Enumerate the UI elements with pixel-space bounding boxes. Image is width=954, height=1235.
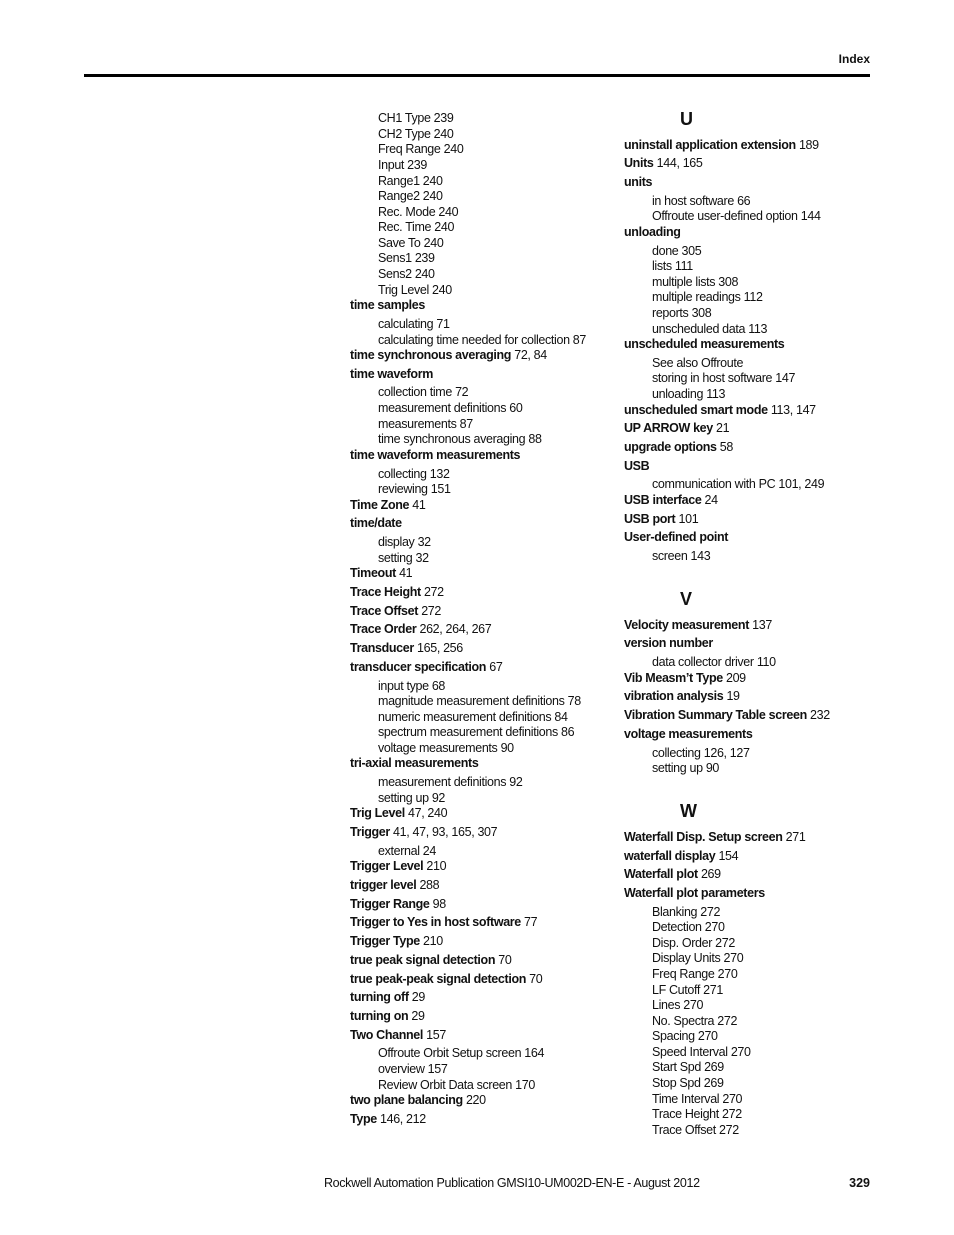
index-entry	[350, 347, 547, 363]
index-page-refs: 41	[399, 566, 413, 580]
index-page-refs: 189	[798, 138, 819, 152]
index-page-refs: 77	[524, 915, 538, 929]
index-subentry: reports 308	[652, 306, 712, 320]
index-entry	[350, 952, 511, 968]
index-subentry: data collector driver 110	[652, 655, 776, 669]
index-entry	[624, 224, 681, 240]
index-term: Vibration Summary Table screen	[624, 708, 807, 722]
index-entry	[350, 755, 478, 771]
index-term: time waveform measurements	[350, 448, 521, 462]
index-term: Units	[624, 156, 654, 170]
index-term: Trig Level	[350, 806, 405, 820]
index-subentry: calculating time needed for collection 87	[378, 333, 587, 347]
index-entry	[350, 515, 402, 531]
index-term: USB interface	[624, 493, 702, 507]
index-subentry: setting 32	[378, 551, 429, 565]
index-page-refs: 210	[426, 859, 447, 873]
index-page-refs: 271	[785, 830, 806, 844]
index-subentry: collecting 126, 127	[652, 746, 750, 760]
index-term: unscheduled measurements	[624, 337, 785, 351]
index-subentry: Blanking 272	[652, 905, 721, 919]
index-subentry: Trig Level 240	[378, 283, 452, 297]
index-entry	[350, 1027, 446, 1043]
index-entry	[350, 824, 497, 840]
index-entry	[624, 155, 703, 171]
index-subentry: Sens1 239	[378, 251, 435, 265]
index-subentry: Freq Range 270	[652, 967, 738, 981]
index-subentry: magnitude measurement definitions 78	[378, 694, 581, 708]
index-term: upgrade options	[624, 440, 717, 454]
index-subentry: external 24	[378, 844, 436, 858]
index-subentry: Offroute Orbit Setup screen 164	[378, 1046, 545, 1060]
index-entry	[624, 174, 652, 190]
index-term: tri-axial measurements	[350, 756, 479, 770]
index-subentry: Offroute user-defined option 144	[652, 209, 821, 223]
index-page-refs: 209	[725, 671, 746, 685]
index-subentry: Stop Spd 269	[652, 1076, 724, 1090]
index-page-refs: 70	[529, 972, 543, 986]
index-term: Timeout	[350, 566, 396, 580]
index-subentry: Trace Height 272	[652, 1107, 742, 1121]
index-page-refs: 272	[421, 604, 441, 618]
index-subentry: display 32	[378, 535, 431, 549]
index-term: Type	[350, 1112, 377, 1126]
index-subentry: Range2 240	[378, 189, 443, 203]
index-page-refs: 113, 147	[770, 403, 816, 417]
index-entry	[350, 1111, 426, 1127]
index-page-refs: 70	[498, 953, 512, 967]
index-term: voltage measurements	[624, 727, 753, 741]
index-subentry: No. Spectra 272	[652, 1014, 738, 1028]
index-entry	[350, 621, 491, 637]
index-entry	[350, 497, 425, 513]
index-subentry: Save To 240	[378, 236, 444, 250]
index-page-refs: 29	[411, 990, 425, 1004]
index-entry	[350, 858, 446, 874]
index-term: Two Channel	[350, 1028, 423, 1042]
index-term: time synchronous averaging	[350, 348, 512, 362]
index-page-refs: 41, 47, 93, 165, 307	[393, 825, 498, 839]
index-page-refs: 101	[678, 512, 699, 526]
index-subentry: Disp. Order 272	[652, 936, 735, 950]
index-term: Velocity measurement	[624, 618, 750, 632]
index-page-refs: 154	[718, 849, 739, 863]
page-number: 329	[849, 1176, 870, 1190]
index-term: unloading	[624, 225, 681, 239]
index-page-refs: 220	[465, 1093, 486, 1107]
index-page-refs: 269	[700, 867, 721, 881]
index-subentry: Speed Interval 270	[652, 1045, 751, 1059]
index-page-refs: 272	[423, 585, 444, 599]
index-page-refs: 29	[411, 1009, 425, 1023]
index-subentry: voltage measurements 90	[378, 741, 514, 755]
index-subentry: lists 111	[652, 259, 693, 273]
index-term: transducer specification	[350, 660, 487, 674]
index-entry	[350, 971, 542, 987]
index-subentry: Review Orbit Data screen 170	[378, 1078, 535, 1092]
index-entry	[350, 805, 447, 821]
index-subentry: multiple readings 112	[652, 290, 763, 304]
index-subentry: setting up 90	[652, 761, 720, 775]
index-term: Trace Height	[350, 585, 421, 599]
publication-info: Rockwell Automation Publication GMSI10-UM002D-EN-E - August 2012	[324, 1176, 700, 1190]
index-term: Vib Measm’t Type	[624, 671, 723, 685]
index-term: UP ARROW key	[624, 421, 713, 435]
index-subentry: Freq Range 240	[378, 142, 464, 156]
index-term: units	[624, 175, 653, 189]
index-subentry: Rec. Time 240	[378, 220, 455, 234]
index-subentry: setting up 92	[378, 791, 446, 805]
index-term: two plane balancing	[350, 1093, 463, 1107]
index-page-refs: 41	[412, 498, 426, 512]
index-entry	[624, 529, 728, 545]
index-entry	[350, 565, 412, 581]
index-term: time samples	[350, 298, 426, 312]
index-term: Waterfall plot	[624, 867, 698, 881]
index-subentry: multiple lists 308	[652, 275, 739, 289]
index-entry	[624, 511, 698, 527]
index-page-refs: 232	[810, 708, 830, 722]
index-subentry: done 305	[652, 244, 702, 258]
index-term: turning on	[350, 1009, 409, 1023]
index-term: Transducer	[350, 641, 414, 655]
index-page-refs: 58	[719, 440, 734, 454]
index-term: Trigger	[350, 825, 390, 839]
index-term: Waterfall Disp. Setup screen	[624, 830, 783, 844]
index-term: Trigger Level	[350, 859, 424, 873]
index-subentry: Detection 270	[652, 920, 725, 934]
index-entry	[624, 726, 752, 742]
index-term: Trigger Range	[350, 897, 430, 911]
index-page-refs: 137	[752, 618, 772, 632]
index-entry	[624, 439, 733, 455]
index-entry	[350, 896, 446, 912]
index-entry	[350, 989, 425, 1005]
index-term: Trigger Type	[350, 934, 420, 948]
index-page-refs: 262, 264, 267	[419, 622, 492, 636]
index-entry	[350, 933, 443, 949]
index-term: unscheduled smart mode	[624, 403, 768, 417]
index-section-letter: W	[680, 801, 697, 821]
index-entry	[624, 707, 830, 723]
index-term: time waveform	[350, 367, 433, 381]
index-subentry: Time Interval 270	[652, 1092, 743, 1106]
index-entry	[624, 402, 816, 418]
index-subentry: Spacing 270	[652, 1029, 718, 1043]
index-subentry: Input 239	[378, 158, 427, 172]
index-subentry: in host software 66	[652, 194, 751, 208]
index-subentry: LF Cutoff 271	[652, 983, 723, 997]
index-entry	[624, 635, 713, 651]
index-page-refs: 21	[716, 421, 730, 435]
index-term: Waterfall plot parameters	[624, 886, 765, 900]
index-entry	[350, 447, 520, 463]
index-entry	[350, 640, 463, 656]
index-term: true peak-peak signal detection	[350, 972, 527, 986]
index-entry	[624, 137, 819, 153]
index-page-refs: 210	[423, 934, 443, 948]
index-entry	[624, 829, 805, 845]
index-entry	[350, 584, 444, 600]
index-page-refs: 98	[432, 897, 446, 911]
index-entry	[624, 866, 721, 882]
index-subentry: numeric measurement definitions 84	[378, 710, 568, 724]
index-subentry: collection time 72	[378, 385, 469, 399]
index-entry	[350, 1092, 486, 1108]
index-subentry: CH1 Type 239	[378, 111, 454, 125]
index-term: USB port	[624, 512, 676, 526]
index-page-refs: 67	[489, 660, 503, 674]
index-subentry: Display Units 270	[652, 951, 744, 965]
index-section-letter: U	[680, 109, 693, 129]
index-entry	[350, 297, 425, 313]
index-page-refs: 24	[704, 493, 718, 507]
index-page-refs: 157	[426, 1028, 446, 1042]
index-entry	[350, 877, 439, 893]
index-term: Trace Offset	[350, 604, 419, 618]
index-subentry: Sens2 240	[378, 267, 435, 281]
index-entry	[624, 670, 746, 686]
index-page-refs: 288	[419, 878, 440, 892]
index-term: User-defined point	[624, 530, 729, 544]
index-term: USB	[624, 459, 650, 473]
index-subentry: measurements 87	[378, 417, 473, 431]
index-term: Trace Order	[350, 622, 417, 636]
index-subentry: measurement definitions 92	[378, 775, 523, 789]
index-term: Trigger to Yes in host software	[350, 915, 521, 929]
index-page-refs: 144, 165	[656, 156, 703, 170]
index-page-refs: 19	[726, 689, 740, 703]
index-term: waterfall display	[624, 849, 716, 863]
index-subentry: spectrum measurement definitions 86	[378, 725, 575, 739]
index-entry	[350, 659, 502, 675]
index-subentry: CH2 Type 240	[378, 127, 454, 141]
index-subentry: unloading 113	[652, 387, 726, 401]
index-section-letter: V	[680, 589, 693, 609]
index-entry	[350, 366, 433, 382]
index-subentry: collecting 132	[378, 467, 450, 481]
index-page-refs: 146, 212	[379, 1112, 426, 1126]
index-subentry: overview 157	[378, 1062, 448, 1076]
index-entry	[624, 617, 772, 633]
index-subentry: calculating 71	[378, 317, 450, 331]
index-term: true peak signal detection	[350, 953, 496, 967]
index-subentry: Range1 240	[378, 174, 443, 188]
index-subentry: Rec. Mode 240	[378, 205, 459, 219]
index-page-refs: 47, 240	[407, 806, 448, 820]
index-term: uninstall application extension	[624, 138, 796, 152]
index-subentry: storing in host software 147	[652, 371, 796, 385]
index-entry	[350, 603, 441, 619]
index-entry	[624, 420, 729, 436]
index-term: trigger level	[350, 878, 417, 892]
index-subentry: screen 143	[652, 549, 711, 563]
index-entry	[350, 914, 537, 930]
index-entry	[624, 458, 649, 474]
index-entry	[624, 336, 784, 352]
index-subentry: communication with PC 101, 249	[652, 477, 825, 491]
index-entry	[624, 492, 718, 508]
index-subentry: Trace Offset 272	[652, 1123, 739, 1137]
index-subentry: reviewing 151	[378, 482, 451, 496]
index-subentry: unscheduled data 113	[652, 322, 768, 336]
index-subentry: input type 68	[378, 679, 446, 693]
index-subentry: Start Spd 269	[652, 1060, 724, 1074]
index-page-refs: 72, 84	[514, 348, 547, 362]
running-header-title: Index	[838, 52, 870, 66]
index-term: Time Zone	[350, 498, 410, 512]
index-entry	[624, 885, 765, 901]
index-subentry: See also Offroute	[652, 356, 744, 370]
index-term: time/date	[350, 516, 402, 530]
index-page-refs: 165, 256	[417, 641, 463, 655]
index-term: vibration analysis	[624, 689, 724, 703]
index-subentry: time synchronous averaging 88	[378, 432, 542, 446]
header-rule	[84, 74, 870, 77]
index-entry	[624, 848, 738, 864]
index-entry	[350, 1008, 425, 1024]
index-term: turning off	[350, 990, 409, 1004]
index-subentry: Lines 270	[652, 998, 704, 1012]
index-term: version number	[624, 636, 713, 650]
index-entry	[624, 688, 740, 704]
index-subentry: measurement definitions 60	[378, 401, 523, 415]
